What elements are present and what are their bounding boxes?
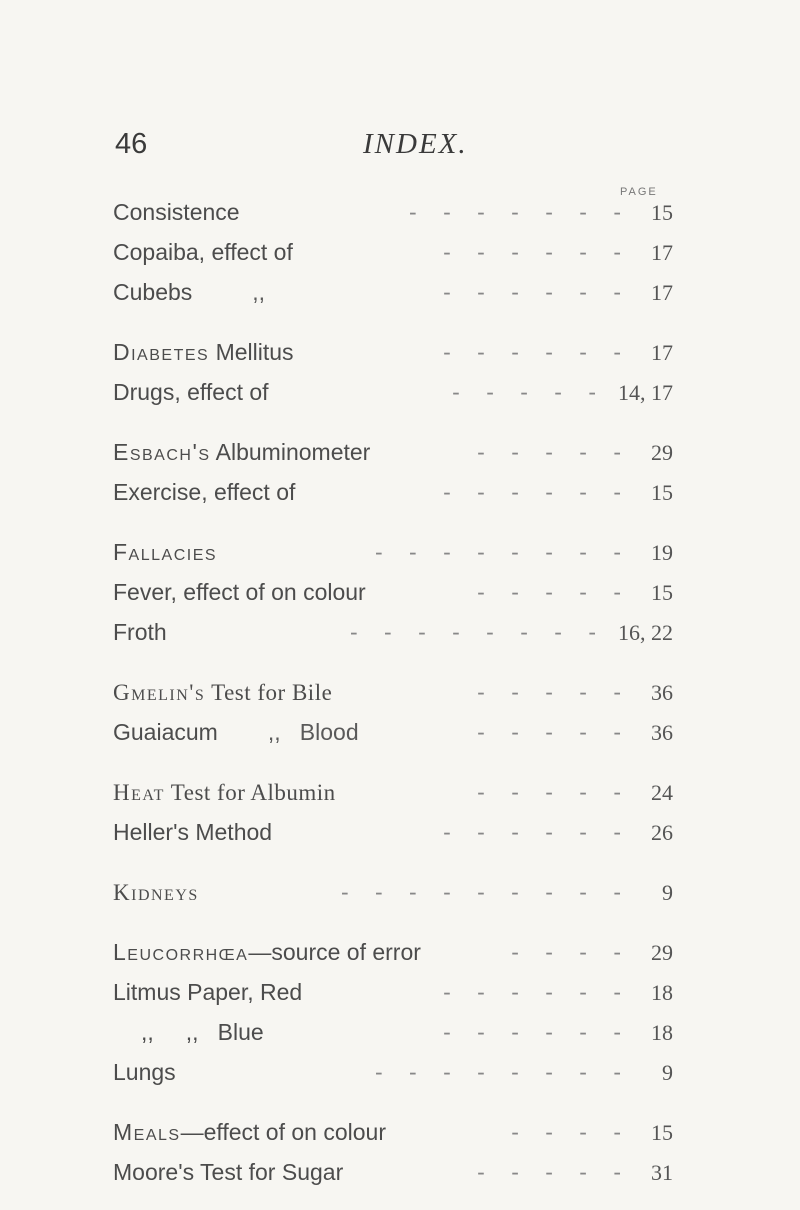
index-entry: [113, 276, 673, 308]
entry-pages: 9: [662, 1060, 673, 1085]
index-entry: [113, 576, 673, 608]
index-entry: [113, 676, 673, 708]
index-entry: [113, 376, 673, 408]
index-entry: [113, 1156, 673, 1188]
entry-leaders: - - - - - -: [443, 979, 631, 1005]
index-entry: [113, 936, 673, 968]
entry-leaders: - - - - -: [477, 579, 631, 605]
entry-term-rest: —effect of on colour: [180, 1119, 386, 1145]
index-entry: [113, 536, 673, 568]
entry-term-rest: Mellitus: [209, 339, 294, 365]
entry-leaders: - - - - -: [477, 679, 631, 705]
entry-leaders: - - - - - -: [443, 239, 631, 265]
entry-pages: 17: [651, 280, 673, 305]
index-entry: [113, 236, 673, 268]
entry-pages: 15: [651, 580, 673, 605]
entry-pages: 16, 22: [618, 620, 673, 645]
entry-pages: 26: [651, 820, 673, 845]
entry-term: Froth: [113, 619, 167, 645]
entry-leaders: - - - - -: [477, 779, 631, 805]
entry-pages: 36: [651, 720, 673, 745]
entry-term: [113, 777, 336, 809]
entry-term-rest: Albuminometer: [210, 439, 371, 465]
entry-leaders: - - - - - - - -: [349, 619, 606, 645]
entry-pages: 31: [651, 1160, 673, 1185]
entry-term: [113, 336, 294, 368]
entry-pages: 18: [651, 980, 673, 1005]
entry-term: [113, 877, 199, 909]
entry-leaders: - - - -: [511, 939, 631, 965]
entry-pages: 14, 17: [618, 380, 673, 405]
entry-term: Cubebs: [113, 279, 193, 305]
index-entry: [113, 816, 673, 848]
index-entry: [113, 716, 673, 748]
entry-term: Exercise, effect of: [113, 479, 296, 505]
page-column-label: PAGE: [620, 186, 658, 198]
entry-term: Heller's Method: [113, 819, 273, 845]
entry-pages: 15: [651, 480, 673, 505]
entry-term: Consistence: [113, 199, 240, 225]
entry-term-caps: Meals: [113, 1119, 181, 1145]
entry-term: [113, 536, 217, 568]
entry-leaders: - - - - - -: [443, 339, 631, 365]
entry-pages: 36: [651, 680, 673, 705]
entry-term: Fever, effect of on colour: [113, 579, 366, 605]
entry-term: Litmus Paper, Red: [113, 979, 303, 1005]
entry-pages: 17: [651, 240, 673, 265]
entry-pages: 19: [651, 540, 673, 565]
entry-term-rest: —source of error: [248, 939, 421, 965]
page-number: 46: [115, 128, 148, 160]
entry-pages: 29: [651, 440, 673, 465]
entry-term: Drugs, effect of: [113, 379, 269, 405]
entry-ditto: ,, Blood: [267, 719, 359, 745]
entry-leaders: - - - - - -: [443, 1019, 631, 1045]
entry-term-caps: Esbach's: [113, 439, 211, 465]
entry-pages: 15: [651, 200, 673, 225]
entry-term: [113, 436, 370, 468]
entry-term-caps: Heat: [113, 780, 165, 805]
index-entry: [113, 776, 673, 808]
entry-term: [113, 936, 421, 968]
running-title: INDEX.: [363, 128, 468, 160]
index-entry: [113, 616, 673, 648]
entry-term-rest: Test for Albumin: [164, 780, 336, 805]
entry-term: [113, 677, 332, 709]
index-entry: [113, 196, 673, 228]
entry-term-caps: Kidneys: [113, 880, 199, 905]
index-entry: [113, 436, 673, 468]
entry-leaders: - - - -: [511, 1119, 631, 1145]
index-entry: [113, 1116, 673, 1148]
entry-pages: 24: [651, 780, 673, 805]
entry-pages: 18: [651, 1020, 673, 1045]
entry-term-caps: Gmelin's: [113, 680, 206, 705]
index-entry: [113, 876, 673, 908]
entry-pages: 15: [651, 1120, 673, 1145]
entry-leaders: - - - - - -: [443, 479, 631, 505]
entry-pages: 29: [651, 940, 673, 965]
entry-pages: 9: [662, 880, 673, 905]
entry-term: Lungs: [113, 1059, 176, 1085]
index-entry: [113, 476, 673, 508]
entry-term-caps: Diabetes: [113, 339, 210, 365]
entry-term: Moore's Test for Sugar: [113, 1159, 344, 1185]
entry-leaders: - - - - -: [452, 379, 606, 405]
entry-leaders: - - - - - -: [443, 279, 631, 305]
entry-leaders: - - - - -: [477, 719, 631, 745]
entry-term: ,, ,, Blue: [141, 1019, 264, 1045]
index-entry: [113, 336, 673, 368]
index-entry: [113, 1016, 673, 1048]
entry-leaders: - - - - - - -: [409, 199, 631, 225]
entry-leaders: - - - - - - - -: [374, 1059, 631, 1085]
entry-leaders: - - - - - - - - -: [340, 879, 631, 905]
entry-leaders: - - - - - - - -: [374, 539, 631, 565]
index-entry: [113, 1056, 673, 1088]
entry-term-rest: Test for Bile: [205, 680, 333, 705]
entry-leaders: - - - - - -: [443, 819, 631, 845]
index-entry: [113, 976, 673, 1008]
entry-leaders: - - - - -: [477, 1159, 631, 1185]
entry-term-caps: Leucorrhœa: [113, 939, 249, 965]
entry-leaders: - - - - -: [477, 439, 631, 465]
entry-term: [113, 1116, 386, 1148]
entry-term-caps: Fallacies: [113, 539, 218, 565]
entry-term: Guaiacum: [113, 719, 218, 745]
entry-ditto: ,,: [252, 279, 266, 305]
entry-term: Copaiba, effect of: [113, 239, 293, 265]
entry-pages: 17: [651, 340, 673, 365]
